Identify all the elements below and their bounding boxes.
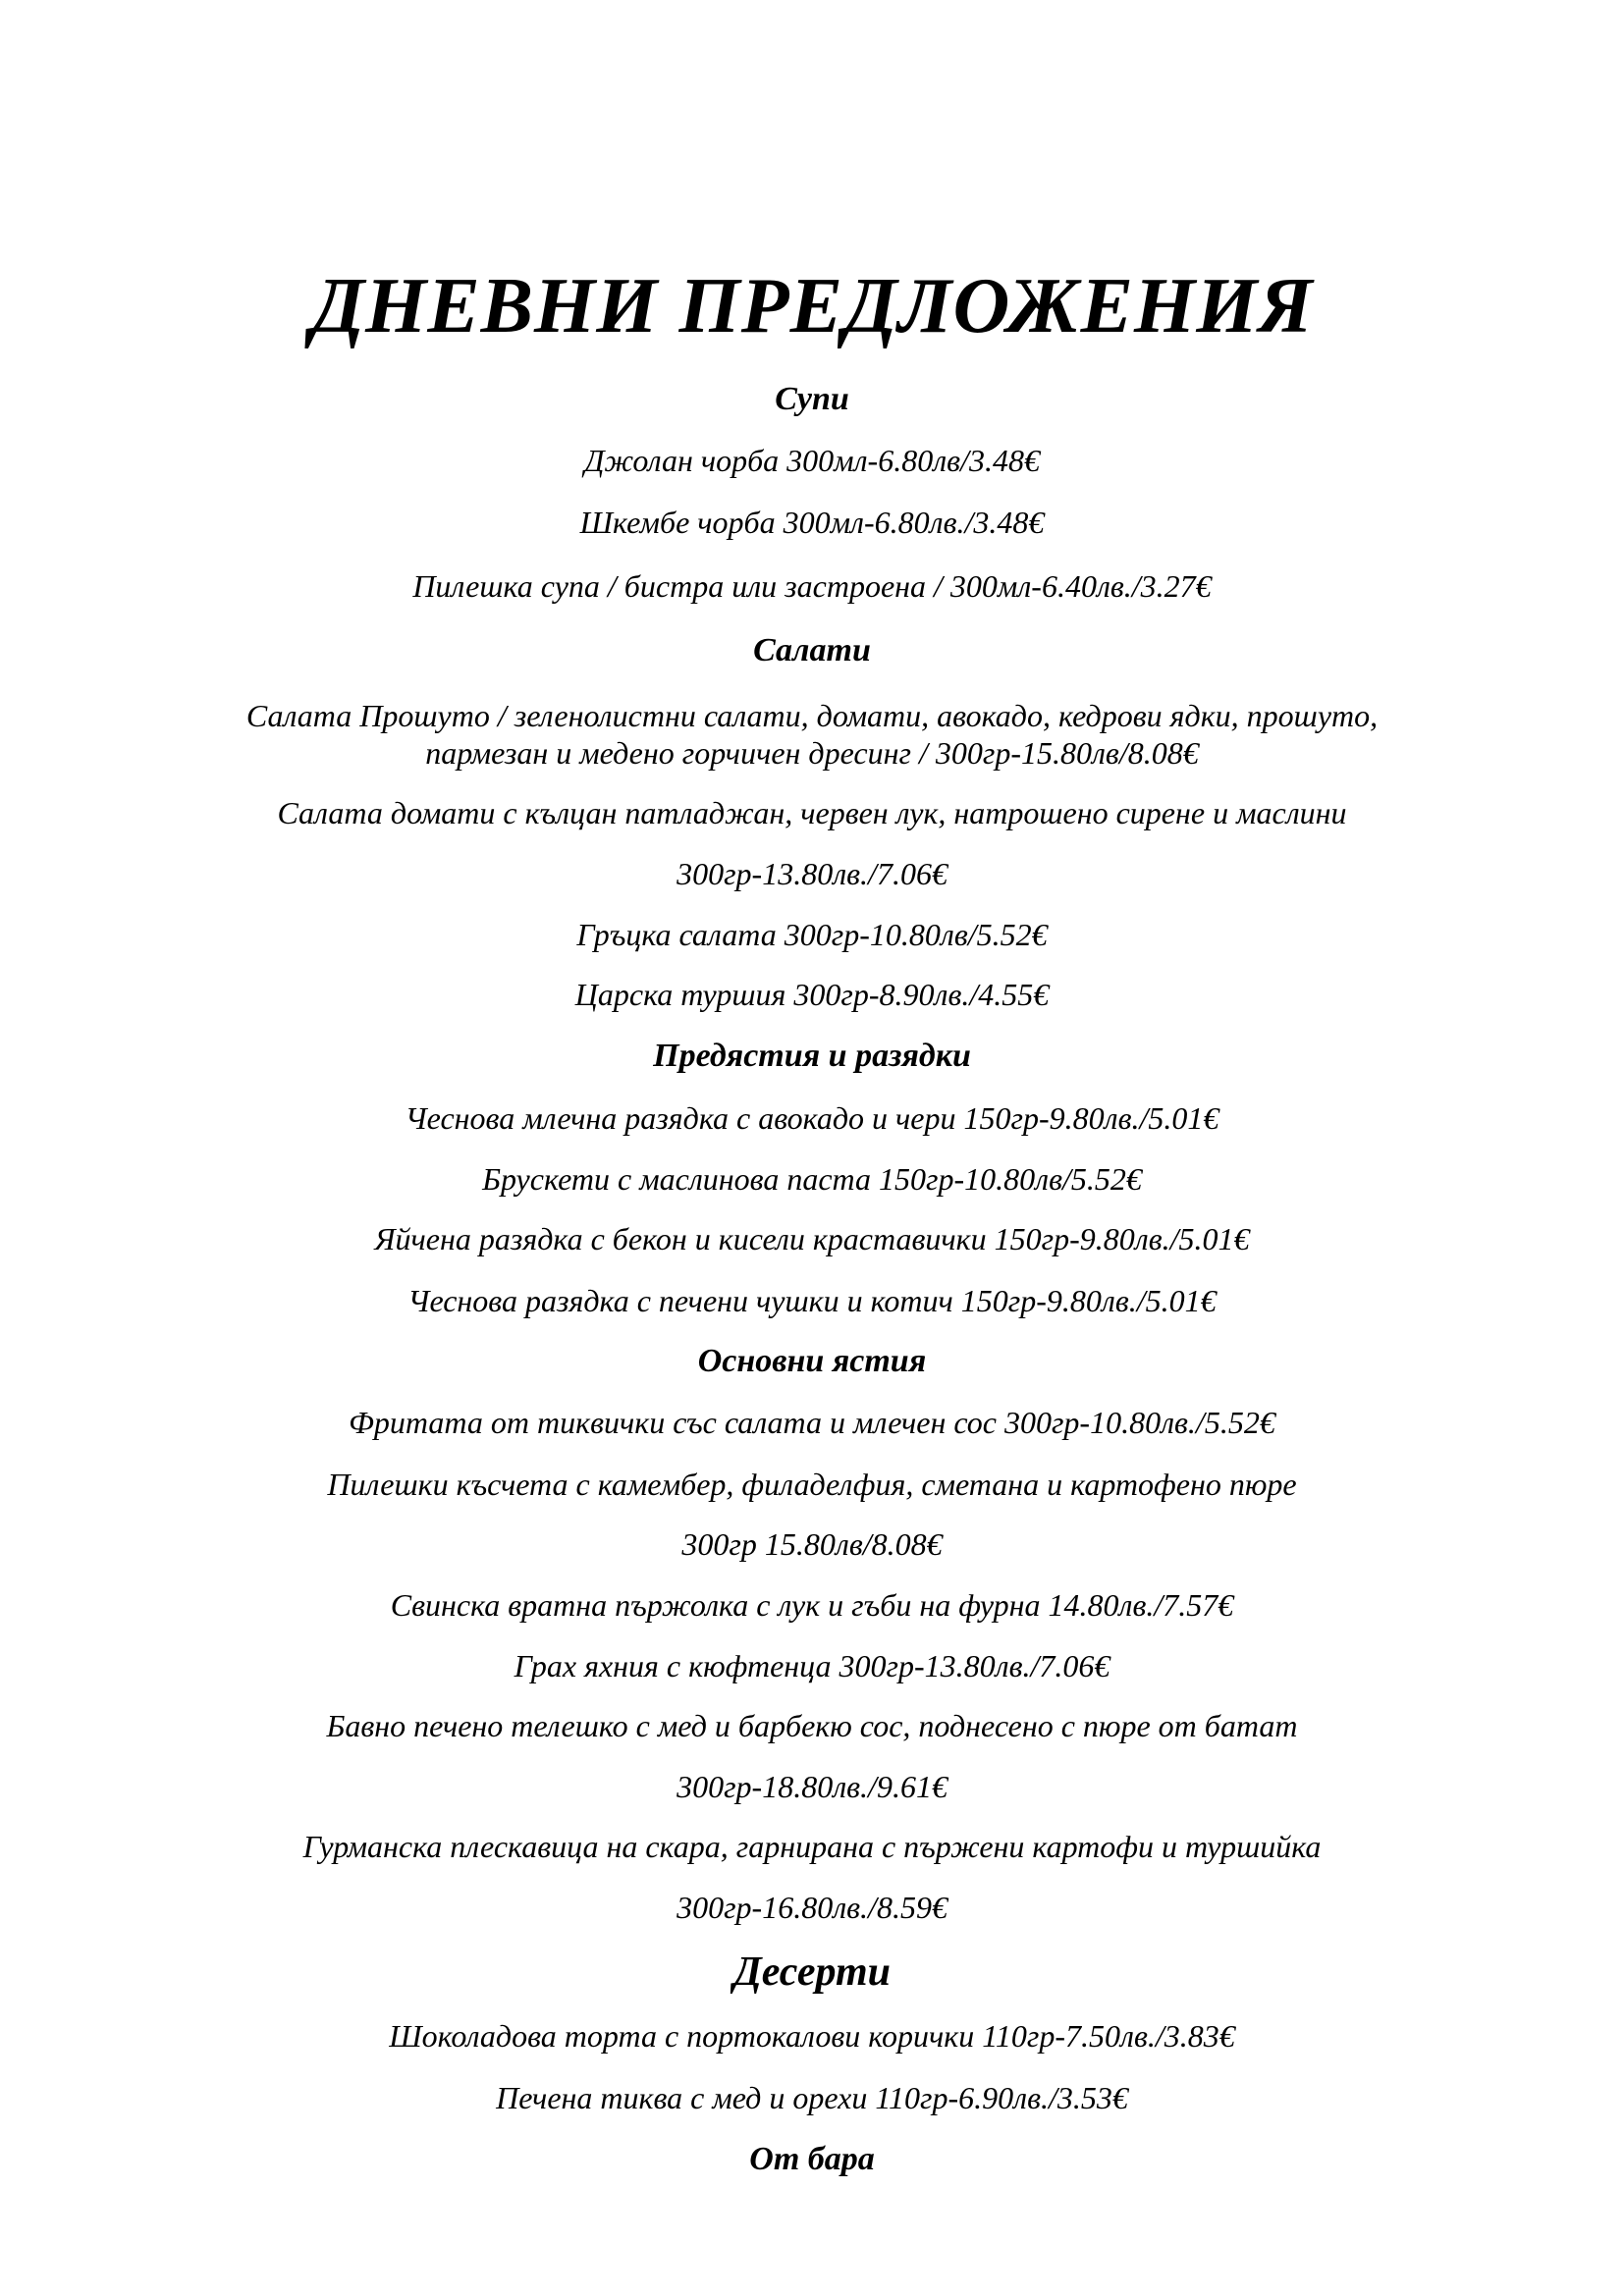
- menu-item: Гурманска плескавица на скара, гарнирана с пържени картофи и туршийка: [302, 1829, 1322, 1864]
- menu-item: Яйчена разядка с бекон и кисели краставички 150гр-9.80лв./5.01€: [374, 1221, 1250, 1256]
- menu-item: 300гр 15.80лв/8.08€: [681, 1526, 943, 1562]
- menu-item: Джолан чорба 300мл-6.80лв/3.48€: [584, 443, 1040, 478]
- menu-item: Гръцка салата 300гр-10.80лв/5.52€: [576, 917, 1048, 952]
- section-heading-desserts: Десерти: [733, 1949, 891, 1995]
- menu-item: Чеснова млечна разядка с авокадо и чери 150гр-9.80лв./5.01€: [405, 1100, 1219, 1136]
- menu-item: 300гр-16.80лв./8.59€: [677, 1890, 947, 1925]
- page-title: ДНЕВНИ ПРЕДЛОЖЕНИЯ: [310, 263, 1314, 349]
- menu-item: Шоколадова торта с портокалови корички 110гр-7.50лв./3.83€: [389, 2018, 1235, 2054]
- menu-item: Салата домати с кълцан патладжан, червен лук, натрошено сирене и маслини: [277, 795, 1347, 830]
- section-heading-salads: Салати: [753, 632, 871, 668]
- menu-item: Брускети с маслинова паста 150гр-10.80лв/5.52€: [482, 1161, 1142, 1197]
- menu-item: 300гр-13.80лв./7.06€: [677, 856, 947, 891]
- menu-item: Бавно печено телешко с мед и барбекю сос, поднесено с пюре от батат: [326, 1708, 1298, 1743]
- menu-item: 300гр-18.80лв./9.61€: [677, 1769, 947, 1804]
- section-heading-main-courses: Основни ястия: [697, 1343, 927, 1379]
- menu-item: Печена тиква с мед и орехи 110гр-6.90лв./3.53€: [496, 2080, 1128, 2115]
- menu-item: пармезан и медено горчичен дресинг / 300гр-15.80лв/8.08€: [425, 735, 1199, 771]
- menu-item: Шкембе чорба 300мл-6.80лв./3.48€: [579, 505, 1045, 540]
- menu-item: Чеснова разядка с печени чушки и котич 150гр-9.80лв./5.01€: [407, 1283, 1217, 1318]
- section-heading-soups: Супи: [775, 381, 849, 417]
- menu-item: Грах яхния с кюфтенца 300гр-13.80лв./7.06€: [514, 1648, 1110, 1683]
- menu-item: Свинска вратна пържолка с лук и гъби на фурна 14.80лв./7.57€: [390, 1587, 1234, 1623]
- menu-item: Царска туршия 300гр-8.90лв./4.55€: [574, 977, 1050, 1012]
- menu-item: Фритата от тиквички със салата и млечен сос 300гр-10.80лв./5.52€: [349, 1405, 1275, 1440]
- menu-item: Салата Прошуто / зеленолистни салати, домати, авокадо, кедрови ядки, прошуто,: [245, 698, 1379, 733]
- section-heading-bar: От бара: [749, 2141, 875, 2177]
- section-heading-appetizers: Предястия и разядки: [653, 1038, 971, 1074]
- menu-item: Пилешка супа / бистра или застроена / 300мл-6.40лв./3.27€: [412, 568, 1212, 604]
- menu-item: Пилешки късчета с камембер, филаделфия, сметана и картофено пюре: [327, 1467, 1297, 1502]
